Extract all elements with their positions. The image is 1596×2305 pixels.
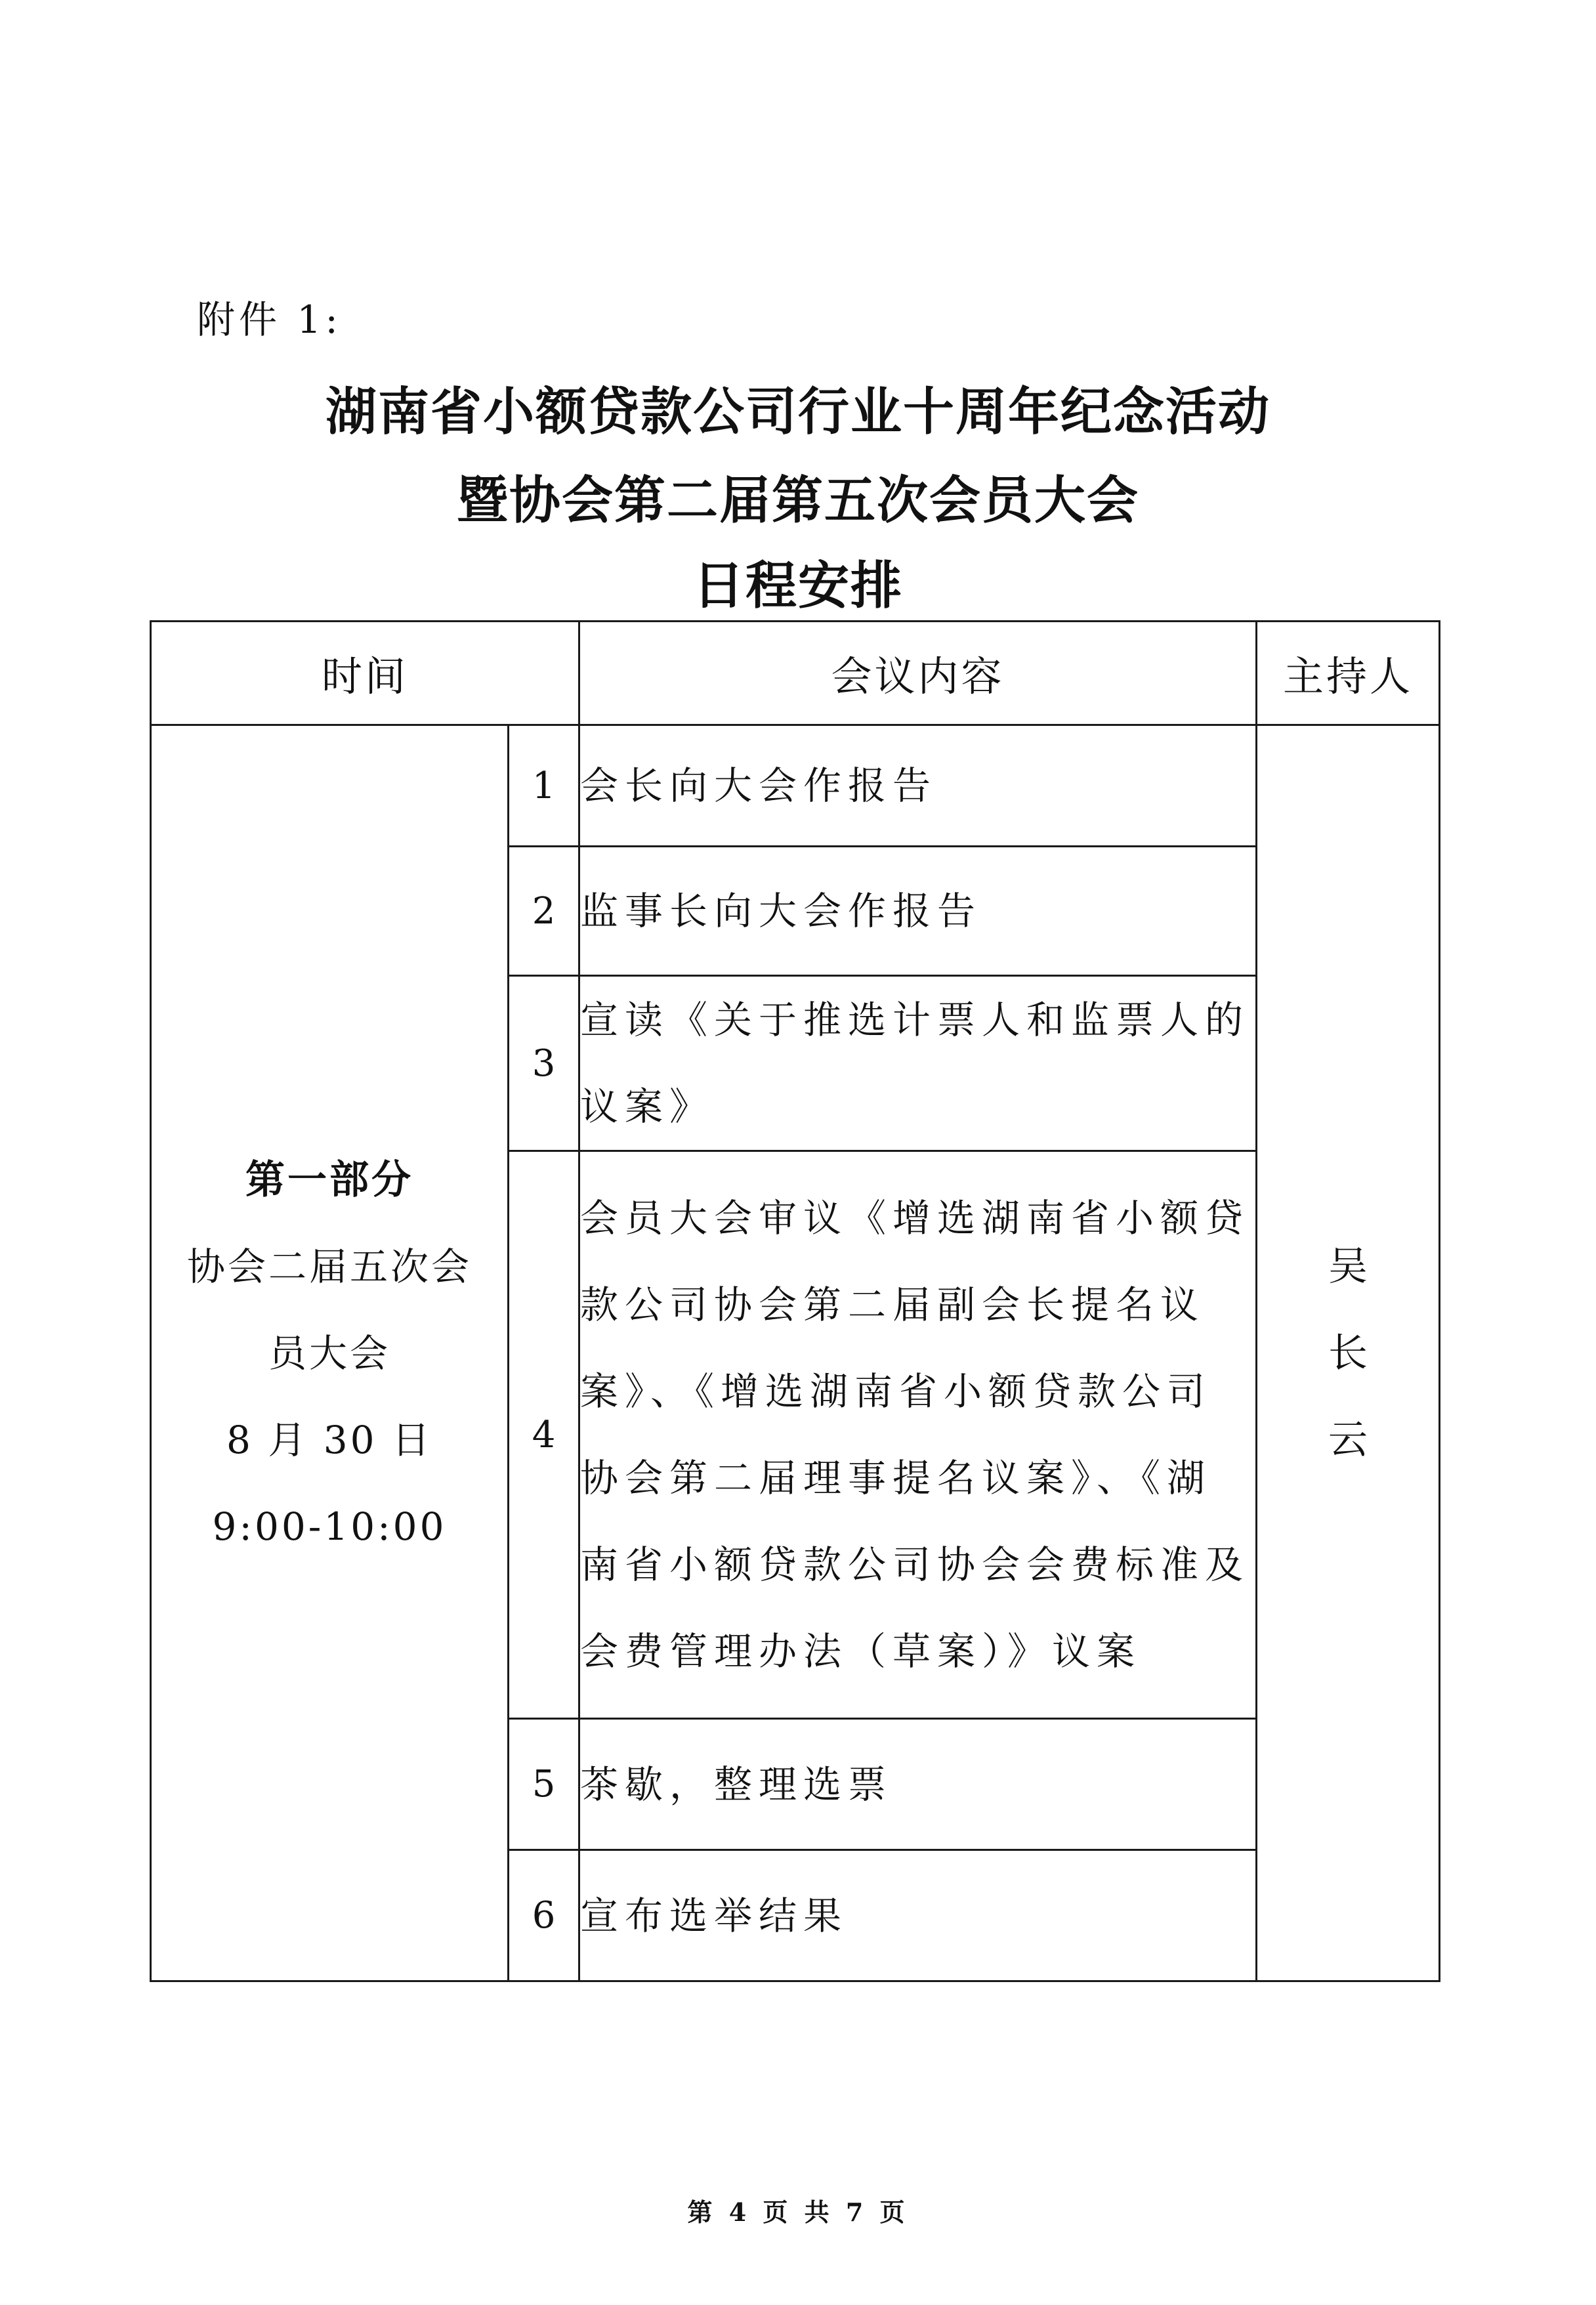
item-text: 宣布选举结果 [579, 1850, 1257, 1981]
agenda-table [150, 620, 1440, 1982]
host-name-char: 长 [1328, 1330, 1368, 1376]
session-date: 8 月 30 日 [226, 1417, 432, 1462]
page-footer: 第 4 页 共 7 页 [687, 2197, 909, 2227]
item-text: 会员大会审议《增选湖南省小额贷款公司协会第二届副会长提名议案》、《增选湖南省小额贷款公司协会第二届理事提名议案》、《湖南省小额贷款公司协会会费标准及会费管理办法（草案）》议案 [579, 1151, 1257, 1719]
host-cell [1257, 725, 1440, 1981]
host-name-char: 吴 [1328, 1243, 1368, 1290]
item-number: 4 [509, 1151, 579, 1719]
header-host: 主持人 [1257, 622, 1440, 725]
title-line-3: 日程安排 [692, 556, 903, 616]
session-name-line-1: 协会二届五次会 [186, 1244, 472, 1289]
item-number: 6 [509, 1850, 579, 1981]
header-time: 时间 [151, 622, 579, 725]
session-name-line-2: 员大会 [268, 1330, 390, 1376]
session-cell [151, 725, 509, 1981]
attachment-label: 附件 1: [197, 297, 342, 342]
session-title: 第一部分 [245, 1156, 413, 1203]
item-text: 茶歇，整理选票 [579, 1719, 1257, 1850]
title-line-1: 湖南省小额贷款公司行业十周年纪念活动 [325, 382, 1270, 442]
item-text: 宣读《关于推选计票人和监票人的议案》 [579, 976, 1257, 1151]
item-number: 5 [509, 1719, 579, 1850]
title-line-2: 暨协会第二届第五次会员大会 [456, 471, 1139, 530]
host-name-char: 云 [1328, 1416, 1368, 1463]
table-header-row [151, 622, 1440, 725]
item-number: 1 [509, 725, 579, 847]
item-text: 监事长向大会作报告 [579, 847, 1257, 976]
item-number: 2 [509, 847, 579, 976]
item-text: 会长向大会作报告 [579, 725, 1257, 847]
item-number: 3 [509, 976, 579, 1151]
header-content: 会议内容 [579, 622, 1257, 725]
table-row [151, 725, 1440, 847]
session-time: 9:00-10:00 [212, 1504, 447, 1549]
